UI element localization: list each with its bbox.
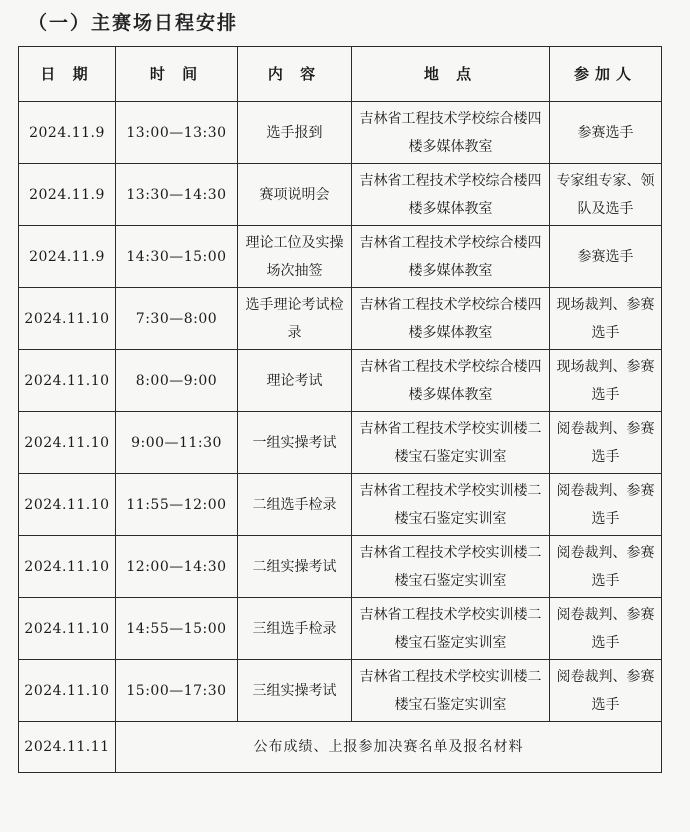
- cell-final-note: 公布成绩、上报参加决赛名单及报名材料: [116, 722, 662, 773]
- cell-participants: 阅卷裁判、参赛选手: [550, 598, 662, 660]
- cell-participants: 阅卷裁判、参赛选手: [550, 536, 662, 598]
- cell-date: 2024.11.9: [19, 102, 116, 164]
- header-row: [19, 47, 662, 102]
- cell-location: 吉林省工程技术学校实训楼二楼宝石鉴定实训室: [352, 536, 550, 598]
- cell-time: 15:00—17:30: [116, 660, 238, 722]
- cell-date: 2024.11.10: [19, 412, 116, 474]
- cell-time: 13:00—13:30: [116, 102, 238, 164]
- cell-date: 2024.11.9: [19, 164, 116, 226]
- cell-content: 选手理论考试检录: [238, 288, 352, 350]
- cell-date: 2024.11.10: [19, 288, 116, 350]
- cell-location: 吉林省工程技术学校实训楼二楼宝石鉴定实训室: [352, 474, 550, 536]
- table-row: [19, 598, 662, 660]
- cell-participants: 阅卷裁判、参赛选手: [550, 660, 662, 722]
- table-row: [19, 350, 662, 412]
- cell-content: 理论考试: [238, 350, 352, 412]
- cell-participants: 阅卷裁判、参赛选手: [550, 412, 662, 474]
- cell-location: 吉林省工程技术学校综合楼四楼多媒体教室: [352, 350, 550, 412]
- cell-location: 吉林省工程技术学校实训楼二楼宝石鉴定实训室: [352, 598, 550, 660]
- cell-date: 2024.11.10: [19, 536, 116, 598]
- cell-date: 2024.11.10: [19, 350, 116, 412]
- cell-content: 二组选手检录: [238, 474, 352, 536]
- cell-time: 7:30—8:00: [116, 288, 238, 350]
- schedule-table: [18, 46, 662, 773]
- table-row: [19, 102, 662, 164]
- table-row: [19, 412, 662, 474]
- cell-time: 12:00—14:30: [116, 536, 238, 598]
- cell-participants: 阅卷裁判、参赛选手: [550, 474, 662, 536]
- cell-time: 14:30—15:00: [116, 226, 238, 288]
- cell-time: 14:55—15:00: [116, 598, 238, 660]
- cell-participants: 专家组专家、领队及选手: [550, 164, 662, 226]
- cell-content: 理论工位及实操场次抽签: [238, 226, 352, 288]
- cell-participants: 现场裁判、参赛选手: [550, 350, 662, 412]
- cell-time: 9:00—11:30: [116, 412, 238, 474]
- table-row: [19, 660, 662, 722]
- cell-location: 吉林省工程技术学校综合楼四楼多媒体教室: [352, 226, 550, 288]
- table-row: [19, 226, 662, 288]
- cell-date: 2024.11.10: [19, 660, 116, 722]
- cell-location: 吉林省工程技术学校实训楼二楼宝石鉴定实训室: [352, 412, 550, 474]
- cell-content: 选手报到: [238, 102, 352, 164]
- cell-participants: 参赛选手: [550, 102, 662, 164]
- cell-content: 三组实操考试: [238, 660, 352, 722]
- cell-location: 吉林省工程技术学校综合楼四楼多媒体教室: [352, 164, 550, 226]
- header-content: 内 容: [238, 47, 352, 102]
- cell-time: 13:30—14:30: [116, 164, 238, 226]
- cell-content: 一组实操考试: [238, 412, 352, 474]
- cell-participants: 参赛选手: [550, 226, 662, 288]
- table-row: [19, 288, 662, 350]
- cell-time: 11:55—12:00: [116, 474, 238, 536]
- cell-content: 二组实操考试: [238, 536, 352, 598]
- section-title: （一）主赛场日程安排: [28, 12, 239, 34]
- cell-content: 三组选手检录: [238, 598, 352, 660]
- cell-content: 赛项说明会: [238, 164, 352, 226]
- table-row: [19, 164, 662, 226]
- header-date: 日 期: [19, 47, 116, 102]
- header-time: 时 间: [116, 47, 238, 102]
- cell-location: 吉林省工程技术学校实训楼二楼宝石鉴定实训室: [352, 660, 550, 722]
- cell-date: 2024.11.9: [19, 226, 116, 288]
- header-participants: 参加人: [550, 47, 662, 102]
- cell-time: 8:00—9:00: [116, 350, 238, 412]
- table-row: [19, 474, 662, 536]
- cell-date: 2024.11.10: [19, 474, 116, 536]
- cell-date: 2024.11.11: [19, 722, 116, 773]
- cell-date: 2024.11.10: [19, 598, 116, 660]
- cell-location: 吉林省工程技术学校综合楼四楼多媒体教室: [352, 102, 550, 164]
- cell-location: 吉林省工程技术学校综合楼四楼多媒体教室: [352, 288, 550, 350]
- cell-participants: 现场裁判、参赛选手: [550, 288, 662, 350]
- table-row: [19, 536, 662, 598]
- table-row-final: [19, 722, 662, 773]
- header-location: 地 点: [352, 47, 550, 102]
